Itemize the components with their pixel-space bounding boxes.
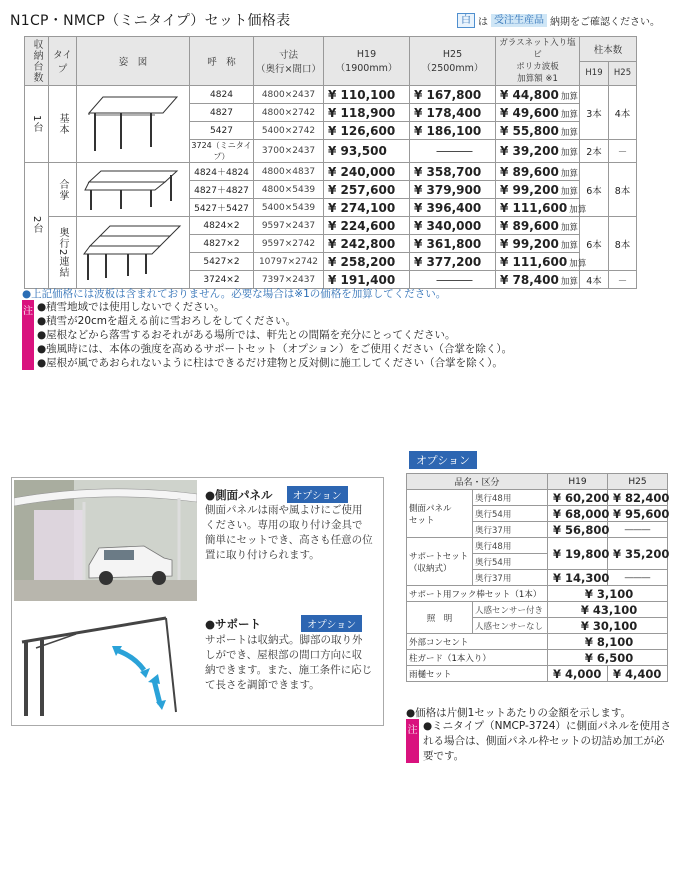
support-title: ●サポート <box>205 616 262 631</box>
row-name: 4827＋4827 <box>190 181 254 199</box>
type-cell: 基本 <box>49 86 77 163</box>
row-add: ¥ 99,200 加算 <box>496 235 580 253</box>
table-row <box>407 586 668 602</box>
row-name: 5427 <box>190 122 254 140</box>
row-name: 4824 <box>190 86 254 104</box>
row-dim: 4800×4837 <box>254 163 324 181</box>
th-posts: 柱本数 <box>580 37 637 62</box>
posts-h19-mini: 2本 <box>580 140 609 163</box>
row-dim: 7397×2437 <box>254 271 324 289</box>
row-name: 4827 <box>190 104 254 122</box>
side-panel-desc <box>205 503 373 563</box>
side-panel-heading <box>205 486 348 503</box>
row-h25: ¥ 377,200 <box>410 253 496 271</box>
opt-sub: 奥行54用 <box>473 554 548 570</box>
th-posts-h19: H19 <box>580 61 609 86</box>
opt-sub: 奥行48用 <box>473 490 548 506</box>
opt-support-label: サポートセット （収納式） <box>407 538 473 586</box>
opt-col-name: 品名・区分 <box>407 474 548 490</box>
opt-price: ¥ 30,100 <box>548 618 668 634</box>
support-heading <box>205 615 362 632</box>
table-row <box>407 650 668 666</box>
th-type: タイプ <box>49 37 77 86</box>
th-h19: H19 （1900mm） <box>324 37 410 86</box>
posts-h19-last: 4本 <box>580 271 609 289</box>
row-name: 4824＋4824 <box>190 163 254 181</box>
row-h19: ¥ 118,900 <box>324 104 410 122</box>
row-h19: ¥ 242,800 <box>324 235 410 253</box>
opt-col-h19: H19 <box>548 474 608 490</box>
caution-label: 注 <box>22 300 34 370</box>
row-h25: ¥ 167,800 <box>410 86 496 104</box>
posts-h25-last: － <box>609 271 637 289</box>
table-row <box>25 217 637 235</box>
table-row <box>407 634 668 650</box>
row-name: 5427＋5427 <box>190 199 254 217</box>
posts-h25-g2a: 8本 <box>609 163 637 217</box>
note-item: ●積雪地域では使用しないでください。 <box>37 301 225 313</box>
desc-line: て長さを調節できます。 <box>205 679 320 691</box>
row-dim: 4800×5439 <box>254 181 324 199</box>
table-row <box>407 602 668 618</box>
legend-is: は <box>478 17 488 28</box>
posts-h19-g1: 3本 <box>580 86 609 140</box>
row-add: ¥ 49,600 加算 <box>496 104 580 122</box>
note-item: ●積雪が20cmを超える前に雪おろしをしてください。 <box>37 315 297 327</box>
row-name: 4824×2 <box>190 217 254 235</box>
th-count: 収納台数 <box>25 37 49 86</box>
note-item: ●強風時には、本体の強度を高めるサポートセット（オプション）をご使用ください（合掌を除く）。 <box>37 343 513 355</box>
count-cell: 2台 <box>25 163 49 289</box>
opt-hook-price: ¥ 3,100 <box>548 586 668 602</box>
desc-line: 置に取り付けられます。 <box>205 549 320 561</box>
table-row <box>25 86 637 104</box>
support-illustration <box>16 612 196 720</box>
opt-gutter-label: 雨樋セット <box>407 666 548 682</box>
row-dim: 9597×2742 <box>254 235 324 253</box>
row-add: ¥ 111,600 加算 <box>496 199 580 217</box>
white-chip: 白 <box>457 13 475 28</box>
price-note: ●上記価格には波板は含まれておりません。必要な場合は※1の価格を加算してください。 <box>22 288 447 300</box>
legend-suffix: 納期をご確認ください。 <box>550 17 660 28</box>
opt-gutter-h19: ¥ 4,000 <box>548 666 608 682</box>
opt-h25: ¥ 95,600 <box>608 506 668 522</box>
opt-h19: ¥ 56,800 <box>548 522 608 538</box>
support-option-tag: オプション <box>301 615 362 632</box>
row-dim: 4800×2742 <box>254 104 324 122</box>
side-panel-option-tag: オプション <box>287 486 348 503</box>
note-item: ●屋根などから落雪するおそれがある場所では、軒先との間隔を充分にとってください。 <box>37 329 456 341</box>
th-h25: H25 （2500mm） <box>410 37 496 86</box>
opt-sub: 奥行37用 <box>473 522 548 538</box>
table-row <box>407 490 668 506</box>
opt-side-panel-label: 側面パネル セット <box>407 490 473 538</box>
desc-line: 簡単にセットでき、高さも任意の位 <box>205 534 373 546</box>
row-add: ¥ 89,600 加算 <box>496 217 580 235</box>
opt-gutter-h25: ¥ 4,400 <box>608 666 668 682</box>
row-h25: ――― <box>410 140 496 163</box>
posts-h19-g2a: 6本 <box>580 163 609 217</box>
row-add: ¥ 99,200 加算 <box>496 181 580 199</box>
desc-line: しができ、屋根部の間口方向に収 <box>205 649 363 661</box>
row-add: ¥ 55,800 加算 <box>496 122 580 140</box>
row-h25: ――― <box>410 271 496 289</box>
opt-hook-label: サポート用フック棒セット（1本） <box>407 586 548 602</box>
posts-h25-g2b: 8本 <box>609 217 637 271</box>
table-row <box>407 538 668 554</box>
options-table <box>406 473 668 682</box>
th-name: 呼 称 <box>190 37 254 86</box>
opt-guard-label: 柱ガード（1本入り） <box>407 650 548 666</box>
figure-basic <box>77 86 190 163</box>
opt-outlet-price: ¥ 8,100 <box>548 634 668 650</box>
price-table <box>24 36 637 289</box>
row-dim: 10797×2742 <box>254 253 324 271</box>
note-item: ●屋根が風であおられないように柱はできるだけ建物と反対側に施工してください（合掌を除く）。 <box>37 357 503 369</box>
opt-guard-price: ¥ 6,500 <box>548 650 668 666</box>
opt-h19: ¥ 68,000 <box>548 506 608 522</box>
row-h25: ¥ 178,400 <box>410 104 496 122</box>
row-h19: ¥ 274,100 <box>324 199 410 217</box>
opt-h19: ¥ 14,300 <box>548 570 608 586</box>
opt-h25: ¥ 82,400 <box>608 490 668 506</box>
opt-sub: 奥行37用 <box>473 570 548 586</box>
desc-line: 側面パネルは雨や風よけにご使用 <box>205 504 363 516</box>
opt-h25: ――― <box>608 570 668 586</box>
row-h19: ¥ 93,500 <box>324 140 410 163</box>
figure-gassho <box>77 163 190 217</box>
row-h25: ¥ 186,100 <box>410 122 496 140</box>
opt-price: ¥ 43,100 <box>548 602 668 618</box>
row-dim: 9597×2437 <box>254 217 324 235</box>
th-figure: 姿 図 <box>77 37 190 86</box>
options-caution: ●ミニタイプ（NMCP-3724）に側面パネルを使用される場合は、側面パネル枠セットの切詰め加工が必要です。 <box>423 720 671 762</box>
caution-notes <box>37 300 512 370</box>
page-title: N1CP・NMCP（ミニタイプ）セット価格表 <box>10 13 291 29</box>
th-posts-h25: H25 <box>609 61 637 86</box>
row-add: ¥ 39,200 加算 <box>496 140 580 163</box>
row-h25: ¥ 358,700 <box>410 163 496 181</box>
desc-line: サポートは収納式。脚部の取り外 <box>205 634 363 646</box>
opt-lighting-label: 照 明 <box>407 602 473 634</box>
row-dim: 4800×2437 <box>254 86 324 104</box>
row-add: ¥ 111,600 加算 <box>496 253 580 271</box>
opt-sub: 奥行48用 <box>473 538 548 554</box>
row-name: 5427×2 <box>190 253 254 271</box>
figure-renketsu <box>77 217 190 289</box>
posts-h25-g1: 4本 <box>609 86 637 140</box>
opt-h19: ¥ 19,800 <box>548 538 608 570</box>
legend <box>457 13 660 28</box>
row-h25: ¥ 396,400 <box>410 199 496 217</box>
count-cell: 1台 <box>25 86 49 163</box>
row-h25: ¥ 340,000 <box>410 217 496 235</box>
row-h19: ¥ 110,100 <box>324 86 410 104</box>
desc-line: 納できます。また、施工条件に応じ <box>205 664 373 676</box>
row-add: ¥ 78,400 加算 <box>496 271 580 289</box>
carport-renketsu-illustration <box>80 220 186 286</box>
th-dim: 寸法 （奥行×間口） <box>254 37 324 86</box>
row-h25: ¥ 361,800 <box>410 235 496 253</box>
opt-col-h25: H25 <box>608 474 668 490</box>
opt-sub: 奥行54用 <box>473 506 548 522</box>
opt-sub: 人感センサーなし <box>473 618 548 634</box>
row-h19: ¥ 257,600 <box>324 181 410 199</box>
side-panel-title: ●側面パネル <box>205 487 273 502</box>
options-note: ●価格は片側1セットあたりの金額を示します。 <box>406 707 632 719</box>
row-dim: 5400×5439 <box>254 199 324 217</box>
row-h25: ¥ 379,900 <box>410 181 496 199</box>
opt-h25: ¥ 35,200 <box>608 538 668 570</box>
row-h19: ¥ 191,400 <box>324 271 410 289</box>
desc-line: ください。専用の取り付け金具で <box>205 519 363 531</box>
row-h19: ¥ 240,000 <box>324 163 410 181</box>
row-h19: ¥ 258,200 <box>324 253 410 271</box>
type-cell: 合掌 <box>49 163 77 217</box>
table-row <box>407 666 668 682</box>
row-name: 3724（ミニタイプ） <box>191 141 252 161</box>
opt-h25: ――― <box>608 522 668 538</box>
opt-outlet-label: 外部コンセント <box>407 634 548 650</box>
options-caution-label: 注 <box>406 719 419 763</box>
table-row <box>25 163 637 181</box>
row-name: 3724×2 <box>190 271 254 289</box>
made-to-order-chip: 受注生産品 <box>491 14 547 27</box>
opt-sub: 人感センサー付き <box>473 602 548 618</box>
row-h19: ¥ 224,600 <box>324 217 410 235</box>
type-cell: 奥行2連結 <box>49 217 77 289</box>
row-dim: 3700×2437 <box>254 140 324 163</box>
side-panel-photo <box>14 480 197 601</box>
carport-basic-illustration <box>81 91 185 157</box>
carport-gassho-illustration <box>81 165 185 215</box>
th-glass: ガラスネット入り塩ビ ポリカ波板 加算額 ※1 <box>496 37 580 86</box>
row-h19: ¥ 126,600 <box>324 122 410 140</box>
options-heading: オプション <box>409 451 477 469</box>
row-add: ¥ 44,800 加算 <box>496 86 580 104</box>
opt-h19: ¥ 60,200 <box>548 490 608 506</box>
row-name: 4827×2 <box>190 235 254 253</box>
posts-h19-g2b: 6本 <box>580 217 609 271</box>
row-dim: 5400×2742 <box>254 122 324 140</box>
row-add: ¥ 89,600 加算 <box>496 163 580 181</box>
posts-h25-mini: － <box>609 140 637 163</box>
support-desc <box>205 633 372 693</box>
